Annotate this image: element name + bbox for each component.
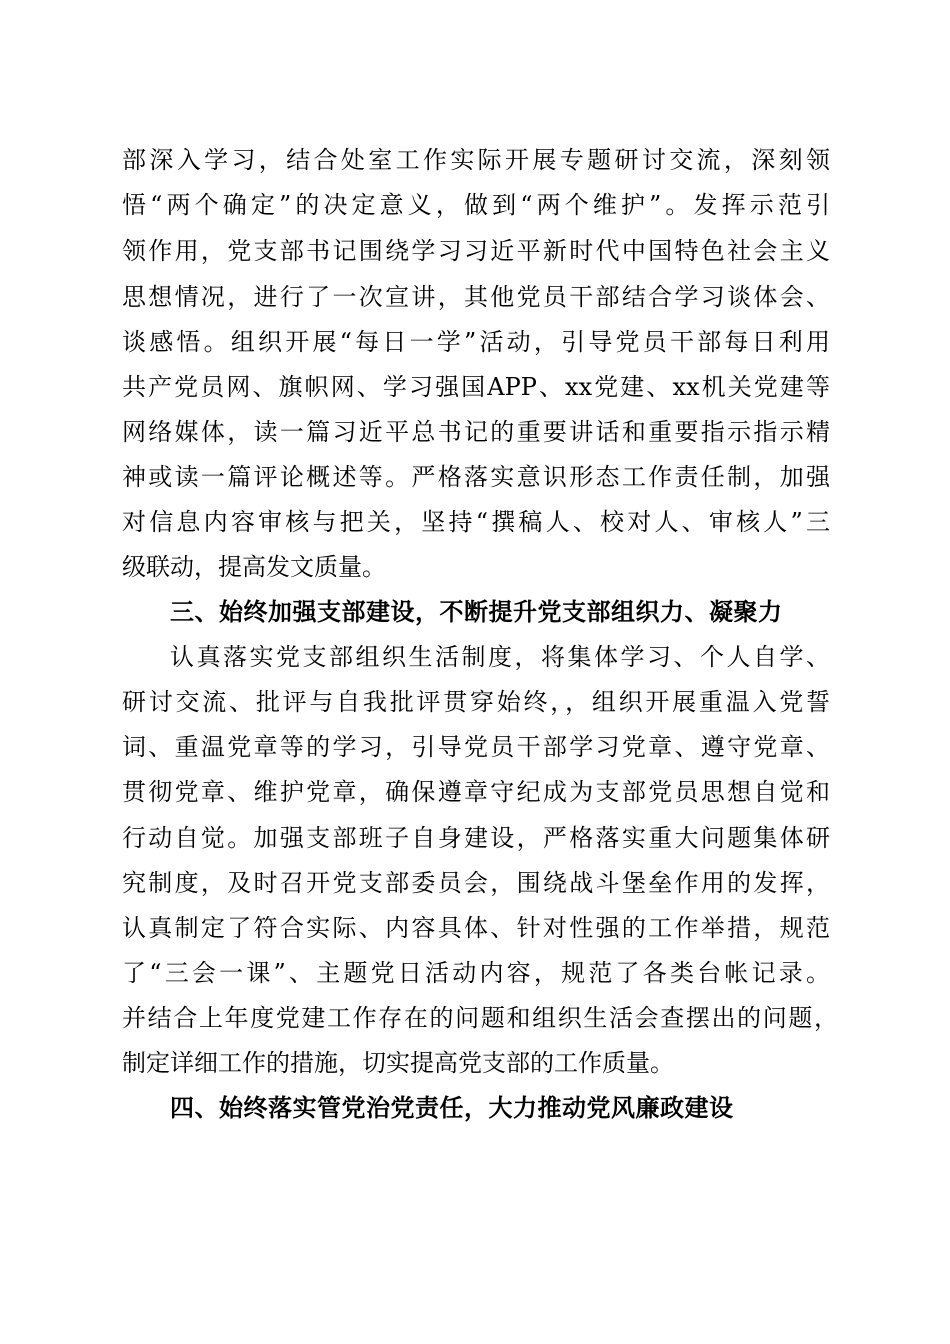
section-heading-3: 三、始终加强支部建设，不断提升党支部组织力、凝聚力 [170,598,783,626]
paragraph-line: 网络媒体，读一篇习近平总书记的重要讲话和重要指示指示精 [122,418,830,446]
paragraph-line: 贯彻党章、维护党章，确保遵章守纪成为支部党员思想自觉和 [122,778,830,806]
paragraph-line: 行动自觉。加强支部班子自身建设，严格落实重大问题集体研 [122,824,830,852]
paragraph-line: 神或读一篇评论概述等。严格落实意识形态工作责任制，加强 [122,463,830,491]
paragraph-line: 思想情况，进行了一次宣讲，其他党员干部结合学习谈体会、 [122,283,830,311]
paragraph-line: 了“三会一课”、主题党日活动内容，规范了各类台帐记录。 [122,959,830,987]
paragraph-line: 对信息内容审核与把关，坚持“撰稿人、校对人、审核人”三 [122,508,830,536]
paragraph-line: 并结合上年度党建工作存在的问题和组织生活会查摆出的问题， [122,1004,838,1032]
paragraph-line: 究制度，及时召开党支部委员会，围绕战斗堡垒作用的发挥， [122,869,830,897]
paragraph-line: 部深入学习，结合处室工作实际开展专题研讨交流，深刻领 [122,146,830,174]
paragraph-line: 词、重温党章等的学习，引导党员干部学习党章、遵守党章、 [122,733,830,761]
paragraph-line: 悟“两个确定”的决定意义，做到“两个维护”。发挥示范引 [122,191,830,219]
section-heading-4: 四、始终落实管党治党责任，大力推动党风廉政建设 [170,1094,734,1122]
paragraph-line: 谈感悟。组织开展“每日一学”活动，引导党员干部每日利用 [122,328,830,356]
paragraph-line: 级联动，提高发文质量。 [122,553,386,581]
paragraph-line: 认真落实党支部组织生活制度，将集体学习、个人自学、 [170,643,830,671]
paragraph-line: 领作用，党支部书记围绕学习习近平新时代中国特色社会主义 [122,237,830,265]
paragraph-line: 研讨交流、批评与自我批评贯穿始终，，组织开展重温入党誓 [122,688,830,716]
paragraph-line: 认真制定了符合实际、内容具体、针对性强的工作举措，规范 [122,914,830,942]
paragraph-line: 制定详细工作的措施，切实提高党支部的工作质量。 [122,1049,674,1077]
paragraph-line: 共产党员网、旗帜网、学习强国APP、xx党建、xx机关党建等 [122,373,830,401]
